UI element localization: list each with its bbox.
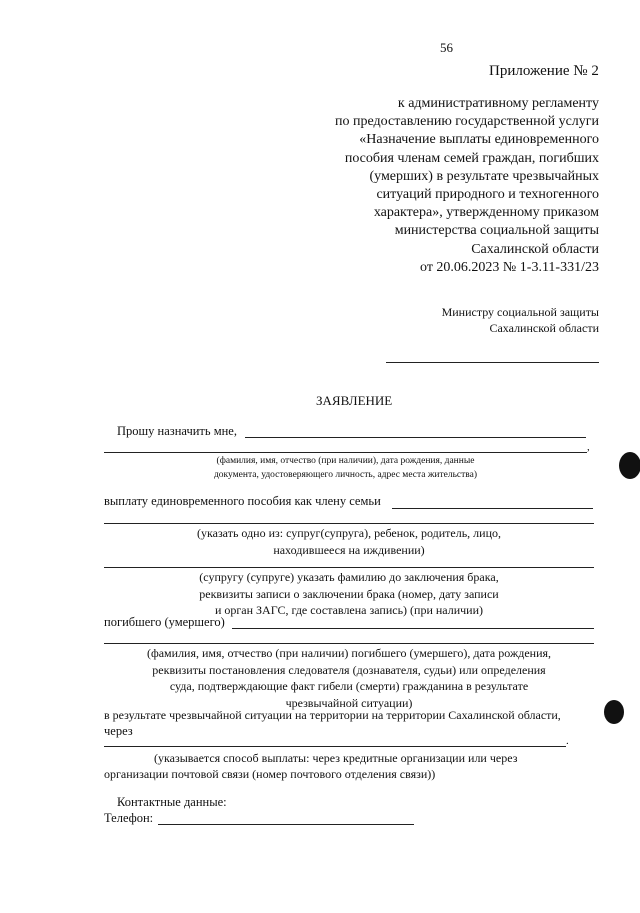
addressee-line: Министру социальной защиты	[441, 305, 599, 319]
binder-hole-mark	[619, 452, 640, 479]
phone-input-line[interactable]	[158, 824, 414, 825]
document-title: ЗАЯВЛЕНИЕ	[316, 393, 393, 408]
deceased-data-line-1[interactable]	[232, 628, 594, 629]
header-line: характера», утвержденному приказом	[373, 205, 599, 221]
family-relation-line-2[interactable]	[104, 523, 594, 524]
spouse-hint: (супругу (супруге) указать фамилию до заключения брака, реквизиты записи о заключении брака (номер, дату записи и орган ЗАГС, где составлена запись) (при наличии)	[199, 570, 499, 617]
header-line: «Назначение выплаты единовременного	[359, 132, 599, 148]
payment-method-line[interactable]	[104, 746, 566, 747]
header-line: ситуаций природного и техногенного	[376, 187, 599, 203]
header-line: пособия членам семей граждан, погибших	[344, 150, 599, 166]
family-member-label: выплату единовременного пособия как члену семьи	[104, 494, 381, 508]
header-line: к административному регламенту	[397, 96, 599, 111]
binder-hole-mark	[604, 700, 624, 724]
page-number: 56	[440, 40, 453, 55]
deceased-label: погибшего (умершего)	[104, 615, 225, 629]
header-line: министерства социальной защиты	[394, 223, 599, 239]
header-line: (умерших) в результате чрезвычайных	[369, 168, 599, 184]
deceased-hint: (фамилия, имя, отчество (при наличии) погибшего (умершего), дата рождения, реквизиты постановления следователя (дознавателя, судьи) или определения суда, подтверждающие факт гибели (смерти) гражданина в результате чрезвычайной ситуации)	[146, 646, 552, 710]
payment-hint-1: (указывается способ выплаты: через кредитные организации или через	[154, 751, 518, 765]
header-line: от 20.06.2023 № 1-3.11-331/23	[420, 259, 599, 275]
applicant-data-line-1[interactable]	[245, 437, 586, 438]
through-label: через	[104, 724, 133, 738]
phone-label: Телефон:	[104, 811, 154, 825]
applicant-data-line-2[interactable]	[104, 452, 587, 453]
comma-mark: ,	[587, 441, 590, 453]
deceased-data-line-2[interactable]	[104, 643, 594, 644]
family-relation-line-1[interactable]	[392, 508, 593, 509]
emergency-text: в результате чрезвычайной ситуации на территории на территории Сахалинской области,	[104, 708, 561, 722]
payment-hint-2: организации почтовой связи (номер почтового отделения связи))	[104, 767, 436, 781]
addressee-line: Сахалинской области	[489, 321, 599, 335]
relation-hint: (указать одно из: супруг(супруга), ребенок, родитель, лицо, находившееся на иждивении)	[196, 526, 502, 557]
spouse-data-line[interactable]	[104, 567, 594, 568]
regulation-reference	[335, 95, 599, 277]
request-label: Прошу назначить мне,	[117, 424, 237, 438]
applicant-name-line[interactable]	[386, 362, 599, 363]
period-mark: .	[566, 735, 569, 747]
addressee-block	[442, 304, 599, 336]
header-line: Сахалинской области	[471, 241, 599, 257]
contacts-label: Контактные данные:	[117, 795, 227, 809]
applicant-hint: (фамилия, имя, отчество (при наличии), дата рождения, данные документа, удостоверяющего личность, адрес места жительства)	[213, 456, 478, 480]
header-line: по предоставлению государственной услуги	[335, 114, 599, 130]
annex-title: Приложение № 2	[489, 63, 599, 79]
